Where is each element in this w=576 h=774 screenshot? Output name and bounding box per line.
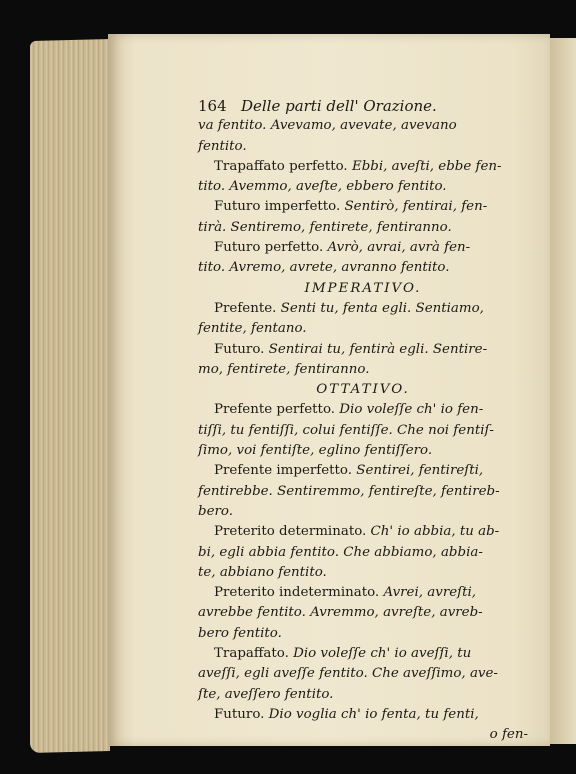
text-segment: va fentito. Avevamo, avevate, avevano bbox=[198, 118, 457, 134]
text-segment: tito. Avremo, avrete, avranno fentito. bbox=[198, 260, 450, 276]
body-lines bbox=[198, 116, 528, 725]
text-segment: Avrei, avreſti, bbox=[383, 585, 477, 601]
page-text bbox=[198, 96, 528, 746]
text-line bbox=[198, 543, 528, 563]
text-segment: bi, egli abbia fentito. Che abbiamo, abbia- bbox=[198, 544, 483, 560]
text-segment: Preterito determinato. bbox=[214, 524, 371, 540]
text-line bbox=[198, 116, 528, 136]
text-segment: tito. Avemmo, aveſte, ebbero fentito. bbox=[198, 179, 447, 195]
text-segment: Futuro imperfetto. bbox=[214, 199, 345, 215]
text-line bbox=[198, 603, 528, 623]
text-segment: Futuro perfetto. bbox=[214, 240, 328, 256]
text-segment: Futuro. bbox=[214, 706, 269, 722]
text-line bbox=[198, 299, 528, 319]
page-edges bbox=[30, 39, 110, 753]
text-segment: Dio voglia ch' io fenta, tu fenti, bbox=[268, 706, 479, 722]
text-segment: tiſſi, tu fentiſſi, colui fentiſſe. Che noi fentiſ- bbox=[198, 422, 494, 438]
section-heading bbox=[198, 380, 528, 400]
text-segment: Trapaffato. bbox=[214, 646, 294, 662]
running-head-title: Delle parti dell' Orazione. bbox=[240, 97, 437, 115]
section-heading bbox=[198, 279, 528, 299]
text-segment: Dio voleſſe ch' io fen- bbox=[339, 402, 484, 418]
text-line bbox=[198, 197, 528, 217]
text-line bbox=[198, 563, 528, 583]
text-segment: ſte, aveſſero fentito. bbox=[198, 686, 334, 702]
text-line bbox=[198, 137, 528, 157]
text-segment: Prefente imperfetto. bbox=[214, 463, 357, 479]
text-segment: Dio voleſſe ch' io aveſſi, tu bbox=[293, 646, 472, 662]
text-segment: Sentirai tu, fentirà egli. Sentire- bbox=[268, 341, 488, 357]
text-line bbox=[198, 258, 528, 278]
text-line bbox=[198, 157, 528, 177]
text-line bbox=[198, 218, 528, 238]
catchword: o fen- bbox=[489, 727, 528, 743]
text-line bbox=[198, 624, 528, 644]
page-number: 164 bbox=[198, 97, 227, 115]
text-line bbox=[198, 664, 528, 684]
text-segment: Ch' io abbia, tu ab- bbox=[370, 524, 500, 540]
text-segment: Avrò, avrai, avrà fen- bbox=[327, 240, 471, 256]
text-line bbox=[198, 461, 528, 481]
text-segment: IMPERATIVO. bbox=[304, 280, 422, 296]
text-segment: Sentirò, fentirai, fen- bbox=[344, 199, 488, 215]
text-segment: Senti tu, fenta egli. Sentiamo, bbox=[280, 300, 484, 316]
text-segment: bero fentito. bbox=[198, 625, 282, 641]
text-segment: Prefente. bbox=[214, 300, 281, 316]
text-line bbox=[198, 441, 528, 461]
text-segment: fentito. bbox=[198, 138, 247, 154]
text-line bbox=[198, 502, 528, 522]
text-segment: te, abbiano fentito. bbox=[198, 564, 327, 580]
text-line bbox=[198, 583, 528, 603]
text-segment: bero. bbox=[198, 503, 233, 519]
text-line bbox=[198, 340, 528, 360]
text-line bbox=[198, 522, 528, 542]
text-segment: tirà. Sentiremo, fentirete, fentiranno. bbox=[198, 219, 452, 235]
text-line bbox=[198, 421, 528, 441]
text-line bbox=[198, 177, 528, 197]
text-segment: mo, fentirete, fentiranno. bbox=[198, 361, 370, 377]
text-segment: Preterito indeterminato. bbox=[214, 585, 384, 601]
text-line bbox=[198, 360, 528, 380]
facing-page-edge bbox=[550, 38, 576, 744]
text-segment: OTTATIVO. bbox=[316, 382, 410, 398]
text-line bbox=[198, 400, 528, 420]
text-line bbox=[198, 238, 528, 258]
text-line bbox=[198, 685, 528, 705]
text-segment: Sentirei, fentireſti, bbox=[356, 463, 484, 479]
text-segment: ſimo, voi fentiſte, eglino fentiſſero. bbox=[198, 443, 433, 459]
text-line bbox=[198, 705, 528, 725]
text-segment: fentirebbe. Sentiremmo, fentireſte, fentireb- bbox=[198, 483, 500, 499]
running-head bbox=[198, 96, 528, 116]
text-segment: Prefente perfetto. bbox=[214, 402, 340, 418]
text-line bbox=[198, 644, 528, 664]
text-segment: fentite, fentano. bbox=[198, 321, 307, 337]
text-line bbox=[198, 319, 528, 339]
text-segment: Ebbi, aveſti, ebbe fen- bbox=[351, 158, 502, 174]
text-segment: Trapaffato perfetto. bbox=[214, 158, 352, 174]
text-line bbox=[198, 482, 528, 502]
text-segment: aveſſi, egli aveſſe fentito. Che aveſſimo, ave- bbox=[198, 666, 498, 682]
text-segment: avrebbe fentito. Avremmo, avreſte, avreb- bbox=[198, 605, 483, 621]
text-segment: Futuro. bbox=[214, 341, 269, 357]
